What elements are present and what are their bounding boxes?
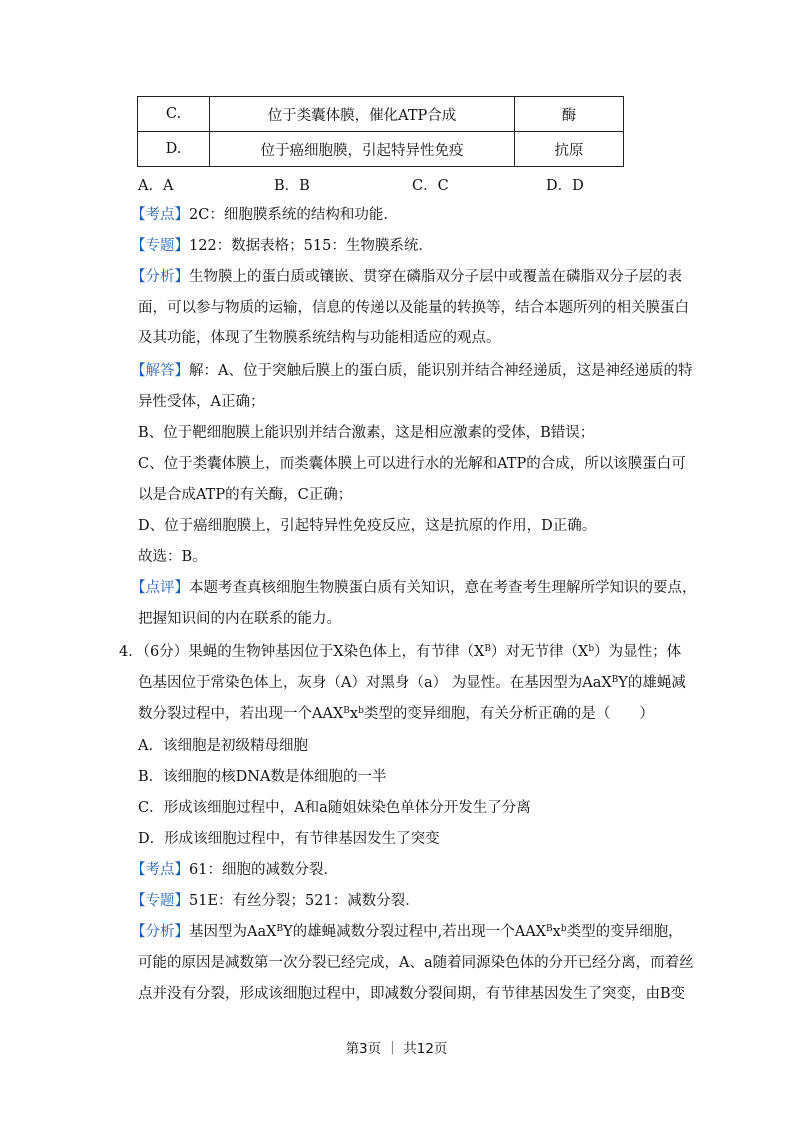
kaodian-tag: 【考点】 bbox=[131, 207, 189, 223]
fenxi-tag: 【分析】 bbox=[131, 269, 189, 285]
kaodian-tag: 【考点】 bbox=[131, 862, 189, 878]
text-run: x bbox=[552, 924, 561, 940]
text-run: ）对无节律（X bbox=[490, 644, 589, 660]
q3-jieda-line: D、位于癌细胞膜上，引起特异性免疫反应，这是抗原的作用，D正确。 bbox=[138, 518, 597, 534]
q3-jieda bbox=[131, 361, 692, 381]
table-row bbox=[138, 97, 624, 132]
kaodian-text: 2C：细胞膜系统的结构和功能． bbox=[189, 207, 398, 223]
superscript: B bbox=[276, 924, 284, 934]
table-cell-type: 酶 bbox=[515, 97, 624, 132]
kaodian-text: 61：细胞的减数分裂． bbox=[189, 862, 338, 878]
fenxi-tag: 【分析】 bbox=[131, 924, 189, 940]
q4-stem-line-3 bbox=[138, 704, 654, 724]
q3-jieda-line: B、位于靶细胞膜上能识别并结合激素，这是相应激素的受体，B错误； bbox=[138, 425, 595, 441]
page-footer: 第3页 ｜ 共12页 bbox=[345, 1041, 448, 1057]
superscript: B bbox=[484, 644, 491, 654]
superscript: b bbox=[588, 644, 595, 654]
q3-dianping-line: 把握知识间的内在联系的能力。 bbox=[138, 611, 341, 627]
q3-jieda-line: 异性受体，A正确； bbox=[138, 394, 265, 410]
table-cell-desc: 位于类囊体膜，催化ATP合成 bbox=[210, 97, 515, 132]
jieda-tag: 【解答】 bbox=[131, 363, 189, 379]
q3-jieda-line: 故选：B。 bbox=[138, 549, 207, 565]
zhuanti-tag: 【专题】 bbox=[131, 893, 189, 909]
text-run: 基因型为AaX bbox=[189, 924, 277, 940]
dianping-text: 本题考查真核细胞生物膜蛋白质有关知识，意在考查考生理解所学知识的要点， bbox=[189, 580, 697, 596]
text-run: 4．（6分）果蝇的生物钟基因位于X染色体上，有节律（X bbox=[119, 644, 485, 660]
text-run: Y的雄蝇减 bbox=[618, 675, 686, 691]
text-run: 数分裂过程中，若出现一个AAX bbox=[138, 706, 344, 722]
table-cell-option: C. bbox=[138, 97, 210, 132]
text-run: 类型的变异细胞， bbox=[566, 924, 683, 940]
choice-c: C．C bbox=[412, 178, 449, 194]
dianping-tag: 【点评】 bbox=[131, 580, 189, 596]
fenxi-text: 生物膜上的蛋白质或镶嵌、贯穿在磷脂双分子层中或覆盖在磷脂双分子层的表 bbox=[189, 269, 682, 285]
choice-b: B．B bbox=[274, 178, 310, 194]
q3-jieda-line: C、位于类囊体膜上，而类囊体膜上可以进行水的光解和ATP的合成，所以该膜蛋白可 bbox=[138, 456, 686, 472]
q4-option-a: A．该细胞是初级精母细胞 bbox=[138, 738, 308, 754]
superscript: B bbox=[611, 675, 619, 685]
superscript: b bbox=[560, 924, 567, 934]
q4-stem-line-2 bbox=[138, 673, 686, 693]
q3-fenxi-line: 及其功能，体现了生物膜系统结构与功能相适应的观点。 bbox=[138, 330, 501, 346]
text-run: Y的雄蝇减数分裂过程中,若出现一个AAX bbox=[283, 924, 547, 940]
q4-fenxi-line: 点并没有分裂，形成该细胞过程中，即减数分裂间期，有节律基因发生了突变，由B变 bbox=[138, 986, 686, 1002]
zhuanti-tag: 【专题】 bbox=[131, 238, 189, 254]
superscript: b bbox=[358, 706, 364, 716]
text-run: x bbox=[349, 706, 359, 722]
q4-fenxi bbox=[131, 922, 683, 942]
q4-fenxi-line: 可能的原因是减数第一次分裂已经完成，A、a随着同源染色体的分开已经分离，而着丝 bbox=[138, 955, 694, 971]
q3-zhuanti bbox=[131, 236, 433, 256]
choice-d: D．D bbox=[546, 178, 584, 194]
table-cell-desc: 位于癌细胞膜，引起特异性免疫 bbox=[210, 132, 515, 167]
q4-stem-line-1 bbox=[119, 642, 681, 662]
q3-fenxi bbox=[131, 267, 682, 287]
q3-jieda-line: 以是合成ATP的有关酶，C正确； bbox=[138, 487, 353, 503]
superscript: B bbox=[343, 706, 350, 716]
q4-option-c: C．形成该细胞过程中，A和a随姐妹染色单体分开发生了分离 bbox=[138, 800, 531, 816]
table-cell-type: 抗原 bbox=[515, 132, 624, 167]
jieda-text: 解：A、位于突触后膜上的蛋白质，能识别并结合神经递质，这是神经递质的特 bbox=[189, 363, 693, 379]
q3-dianping bbox=[131, 578, 697, 598]
q4-kaodian bbox=[131, 860, 338, 880]
choice-a: A．A bbox=[138, 178, 174, 194]
q3-fenxi-line: 面，可以参与物质的运输，信息的传递以及能量的转换等，结合本题所列的相关膜蛋白 bbox=[138, 300, 689, 316]
protein-options-table bbox=[137, 96, 624, 167]
text-run: 类型的变异细胞，有关分析正确的是（ ） bbox=[363, 706, 654, 722]
q4-zhuanti bbox=[131, 891, 420, 911]
q4-option-b: B．该细胞的核DNA数是体细胞的一半 bbox=[138, 769, 387, 785]
text-run: ）为显性；体 bbox=[594, 644, 682, 660]
table-cell-option: D. bbox=[138, 132, 210, 167]
zhuanti-text: 51E：有丝分裂；521：减数分裂． bbox=[189, 893, 420, 909]
text-run: 色基因位于常染色体上，灰身（A）对黑身（a） 为显性。在基因型为AaX bbox=[138, 675, 612, 691]
table-row bbox=[138, 132, 624, 167]
q4-option-d: D．形成该细胞过程中，有节律基因发生了突变 bbox=[138, 831, 440, 847]
q3-kaodian bbox=[131, 205, 398, 225]
zhuanti-text: 122：数据表格；515：生物膜系统． bbox=[189, 238, 433, 254]
superscript: B bbox=[546, 924, 553, 934]
